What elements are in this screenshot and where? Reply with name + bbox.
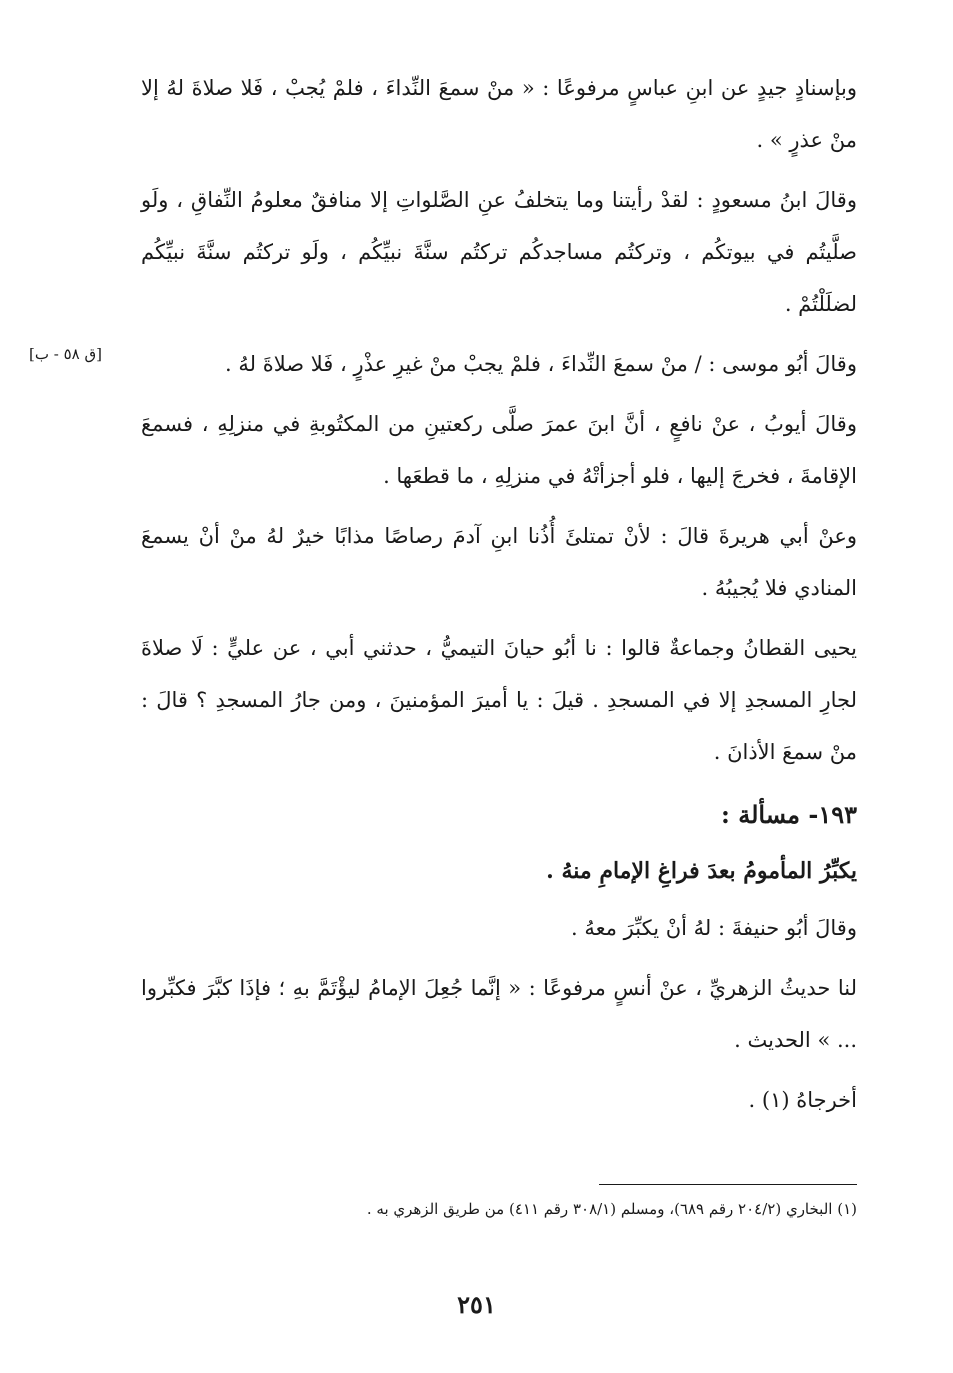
main-text [29, 62, 857, 1134]
paragraph-ayyub [141, 398, 857, 502]
paragraph-text: أخرجاهُ (١) . [748, 1088, 857, 1112]
paragraph-ibn-masud [141, 174, 857, 330]
paragraph-text: وقالَ أبُو موسى : / منْ سمعَ النِّداءَ ، فلمْ يجبْ منْ غيرِ عذْرٍ ، فَلا صلاةَ لهُ . [225, 352, 857, 376]
paragraph-text: وقالَ أبُو حنيفةَ : لهُ أنْ يكبِّرَ معهُ . [571, 916, 857, 940]
paragraph-text: وعنْ أبي هريرةَ قالَ : لأنْ تمتلئَ أُذُنا ابنِ آدمَ رصاصًا مذابًا خيرٌ لهُ منْ أنْ يسمعَ المنادي فلا يُجيبُهُ . [141, 524, 857, 600]
footnote: (١) البخاري (٢٠٤/٢ رقم ٦٨٩)، ومسلم (٣٠٨/١ رقم ٤١١) من طريق الزهري به . [366, 1200, 857, 1218]
paragraph-text: وبإسنادٍ جيدٍ عن ابنِ عباسٍ مرفوعًا : « منْ سمعَ النِّداءَ ، فلمْ يُجبْ ، فَلا صلاةَ لهُ إلا منْ عذرٍ » . [141, 76, 857, 152]
paragraph-zuhri-hadith [141, 962, 857, 1066]
page-number: ٢٥١ [457, 1290, 496, 1319]
footnote-divider [599, 1184, 857, 1185]
paragraph-abu-hurayra [141, 510, 857, 614]
issue-statement: يكبِّرُ المأمومُ بعدَ فراغِ الإمامِ منهُ . [546, 858, 857, 884]
paragraph-akhrajahu [141, 1074, 857, 1126]
issue-heading: ١٩٣- مسألة : [721, 800, 857, 829]
paragraph-text: وقالَ أيوبُ ، عنْ نافعٍ ، أنَّ ابنَ عمرَ صلَّى ركعتينِ من المكتُوبةِ في منزلِهِ ، فسمعَ الإقامةَ ، فخرجَ إليها ، فلو أجزأتْهُ في منزلِهِ ، ما قطعَها . [141, 412, 857, 488]
paragraph-text: لنا حديثُ الزهريِّ ، عنْ أنسٍ مرفوعًا : « إنَّما جُعِلَ الإمامُ ليؤْتَمَّ بهِ ؛ فإذَا كبَّرَ فكبِّروا ... » الحديث . [141, 976, 857, 1052]
paragraph-text: يحيى القطانُ وجماعةٌ قالوا : نا أبُو حيانَ التيميُّ ، حدثني أبي ، عن عليٍّ : لَا صلاةَ لجارِ المسجدِ إلا في المسجدِ . قيلَ : يا أميرَ المؤمنينَ ، ومن جارُ المسجدِ ؟ قالَ : منْ سمعَ الأذانَ . [141, 636, 857, 764]
paragraph-abu-musa [29, 338, 857, 390]
paragraph-text: وقالَ ابنُ مسعودٍ : لقدْ رأيتنا وما يتخلفُ عنِ الصَّلواتِ إلا منافقٌ معلومُ النِّفاقِ ، ولَو صلَّيتُم في بيوتكُم ، وتركتُم مساجدكُم تركتُم سنَّةَ نبيِّكُم ، ولَو تركتُم سنَّةَ نبيِّكُم لضلَلْتُمْ . [141, 188, 857, 316]
paragraph-abu-hanifa [141, 902, 857, 954]
manuscript-folio-note: [ق ٥٨ - ب] [29, 345, 102, 363]
paragraph-ibn-abbas [141, 62, 857, 166]
paragraph-yahya-al-qattan [141, 622, 857, 778]
